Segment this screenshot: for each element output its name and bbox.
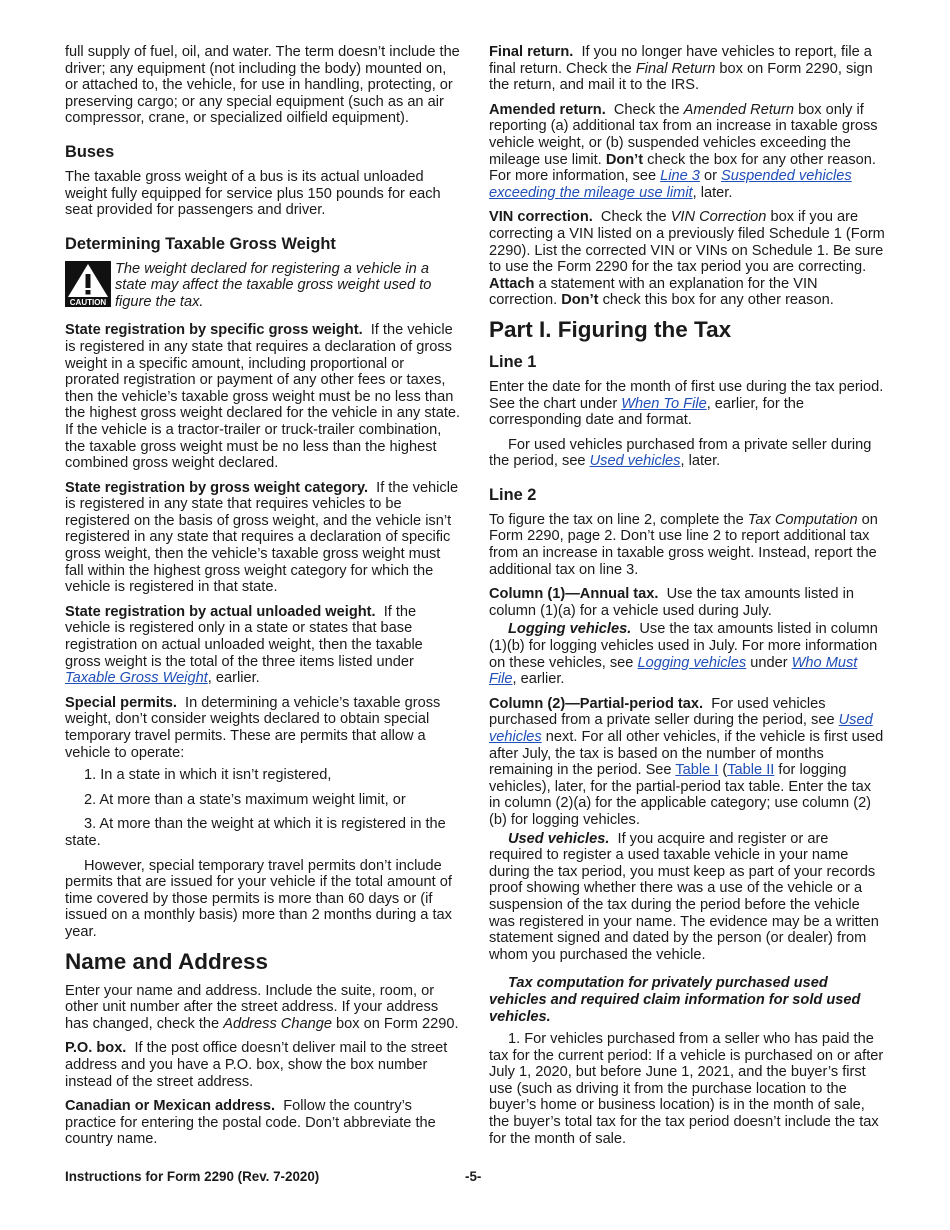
line2-paragraph: To figure the tax on line 2, complete the Tax Computation on Form 2290, page 2. Don’t use line 2 to report additional tax from an increase in taxable gross weight. Instead, report the additional tax on line 3. — [489, 511, 878, 578]
who-must-file-link[interactable]: Who Must File — [489, 654, 858, 688]
specific-weight-paragraph: State registration by specific gross weight. If the vehicle is registered in any state that requires a declaration of gross weight in a specific amount, including proportional or prorated registration or payment of any other fees or taxes, then the vehicle’s taxable gross weight must be no less than the highest gross weight declared for the vehicle in any state. If the vehicle is a tractor-trailer or truck-trailer combination, the taxable gross weight must be no less than the highest combined gross weight declared. — [65, 322, 461, 472]
page-number: -5- — [465, 1169, 482, 1184]
unloaded-weight-lead: State registration by actual unloaded weight. — [65, 603, 376, 620]
table-ii-link[interactable]: Table II — [727, 762, 775, 779]
when-to-file-link[interactable]: When To File — [621, 395, 707, 412]
po-box-lead: P.O. box. — [65, 1040, 127, 1057]
suspended-vehicles-link[interactable]: Suspended vehicles exceeding the mileage use limit — [489, 168, 852, 201]
vin-correction-lead: VIN correction. — [489, 209, 593, 226]
foreign-address-paragraph: Canadian or Mexican address. Follow the country’s practice for entering the postal code. Don’t abbreviate the country name. — [65, 1098, 436, 1148]
logging-vehicles-link[interactable]: Logging vehicles — [637, 654, 747, 671]
right-column — [489, 44, 885, 1155]
line1-used-paragraph: For used vehicles purchased from a private seller during the period, see Used vehicles, later. — [489, 436, 872, 470]
column1-paragraph: Column (1)—Annual tax. Use the tax amounts listed in column (1)(a) for a vehicle used during July. — [489, 586, 854, 619]
name-address-heading: Name and Address — [65, 948, 268, 974]
caution-triangle-icon — [65, 261, 111, 307]
unloaded-weight-paragraph: State registration by actual unloaded weight. If the vehicle is registered only in a state or states that base registration on actual unloaded weight, then the taxable gross weight is the total of the three items listed under Taxable Gross Weight, earlier. — [65, 603, 423, 687]
permits-however-paragraph: However, special temporary travel permits don’t include permits that are issued for your vehicle if the total amount of time covered by those permits is more than 60 days or (if issued on a monthly basis) more than 2 months during a tax year. — [65, 857, 452, 940]
list-item: 2. At more than a state’s maximum weight limit, or — [84, 791, 406, 808]
caution-note — [65, 261, 461, 312]
amended-return-lead: Amended return. — [489, 101, 606, 118]
taxable-gross-weight-link[interactable]: Taxable Gross Weight — [65, 670, 208, 687]
special-permits-lead: Special permits. — [65, 694, 177, 711]
tax-computation-heading: Tax computation for privately purchased used vehicles and required claim information for sold used vehicles. — [489, 975, 861, 1025]
list-item: 1. In a state in which it isn’t registered, — [84, 767, 332, 784]
used-vehicles-paragraph: Used vehicles. If you acquire and register or are required to register a used taxable vehicle in your name during the tax period, you must keep as part of your records proof showing whether there was a use of the vehicle or a suspension of the tax during the period before the vehicle was registered in your name. The evidence may be a written statement signed and dated by the person (or dealer) from whom you purchased the vehicle. — [489, 830, 879, 963]
line1-heading: Line 1 — [489, 352, 537, 371]
line1-paragraph: Enter the date for the month of first use during the tax period. See the chart under When To File, earlier, for the corresponding date and format. — [489, 378, 884, 429]
left-column — [65, 44, 461, 1156]
footer-title: Instructions for Form 2290 (Rev. 7-2020) — [65, 1169, 320, 1184]
specific-weight-lead: State registration by specific gross weight. — [65, 322, 363, 339]
amended-return-paragraph: Amended return. Check the Amended Return box only if reporting (a) additional tax from an increase in taxable gross vehicle weight, or (b) suspended vehicles exceeding the mileage use limit. Don’t check the box for any other reason. For more information, see Line 3 or Suspended vehicles exceeding the mileage use limit, later. — [489, 101, 878, 201]
buses-paragraph: The taxable gross weight of a bus is its actual unloaded weight fully equipped for service plus 150 pounds for each seat provided for passengers and driver. — [65, 168, 441, 219]
name-address-paragraph: Enter your name and address. Include the suite, room, or other unit number after the street address. If your address has changed, check the Address Change box on Form 2290. — [65, 982, 459, 1032]
intro-paragraph: full supply of fuel, oil, and water. The term doesn’t include the driver; any equipment (not including the body) mounted on, or attached to, the vehicle, for use in handling, protecting, or preserving cargo; or any special equipment (such as an air compressor, crane, or specialized oilfield equipment). — [65, 44, 460, 127]
logging-vehicles-lead: Logging vehicles. — [508, 621, 632, 638]
column2-paragraph: Column (2)—Partial-period tax. For used vehicles purchased from a private seller during the period, see Used vehicles next. For all other vehicles, if the vehicle is first used after July, the tax is based on the number of months remaining in the period. See Table I (Table II for logging vehicles), later, for the partial-period tax table. Enter the tax in column (2)(a) for the applicable category; use column (2)(b) for logging vehicles. — [489, 695, 884, 828]
vin-correction-paragraph: VIN correction. Check the VIN Correction box if you are correcting a VIN listed on a previously filed Schedule 1 (Form 2290). List the corrected VIN or VINs on Schedule 1. Be sure to use the Form 2290 for the tax period you are correcting. Attach a statement with an explanation for the VIN correction. Don’t check this box for any other reason. — [489, 209, 885, 309]
line2-heading: Line 2 — [489, 485, 537, 504]
used-vehicles-link[interactable]: Used vehicles — [589, 453, 681, 470]
part1-heading: Part I. Figuring the Tax — [489, 316, 732, 342]
caution-icon — [65, 261, 111, 312]
final-return-paragraph: Final return. If you no longer have vehicles to report, file a final return. Check the Final Return box on Form 2290, sign the return, and mail it to the IRS. — [489, 44, 873, 94]
weight-category-lead: State registration by gross weight category. — [65, 479, 369, 496]
po-box-paragraph: P.O. box. If the post office doesn’t deliver mail to the street address and you have a P.O. box, show the box number instead of the street address. — [65, 1040, 448, 1090]
tax-computation-item: 1. For vehicles purchased from a seller who has paid the tax for the current period: If a vehicle is purchased on or after July 1, 2020, but before June 1, 2021, and the buyer’s first use (such as driving it from the purchase location to the buyer’s home or business location) is in the month of sale, the buyer’s total tax for the tax period doesn’t include the tax for the month of sale. — [489, 1031, 884, 1147]
column1-lead: Column (1)—Annual tax. — [489, 586, 659, 603]
logging-vehicles-paragraph: Logging vehicles. Use the tax amounts listed in column (1)(b) for logging vehicles used in July. For more information on these vehicles, see Logging vehicles under Who Must File, earlier. — [489, 621, 878, 688]
line-3-link[interactable]: Line 3 — [660, 168, 700, 185]
caution-text: The weight declared for registering a vehicle in a state may affect the taxable gross weight used to figure the tax. — [115, 260, 432, 310]
list-item: 3. At more than the weight at which it is registered in the state. — [65, 816, 446, 849]
column2-lead: Column (2)—Partial-period tax. — [489, 695, 704, 712]
final-return-lead: Final return. — [489, 44, 574, 60]
buses-heading: Buses — [65, 142, 115, 161]
foreign-address-lead: Canadian or Mexican address. — [65, 1098, 276, 1115]
weight-category-paragraph: State registration by gross weight category. If the vehicle is registered in any state that requires vehicles to be registered on the basis of gross weight, and the vehicle isn’t registered in any state that requires a declaration of specific gross weight, then the vehicle’s taxable gross weight must fall within the highest gross weight category for which the vehicle is registered in that state. — [65, 479, 459, 596]
determining-weight-heading: Determining Taxable Gross Weight — [65, 234, 336, 253]
special-permits-paragraph: Special permits. In determining a vehicle’s taxable gross weight, don’t consider weights declared to obtain special temporary travel permits. These are permits that allow a vehicle to operate: — [65, 694, 441, 761]
table-i-link[interactable]: Table I — [675, 762, 719, 779]
page-footer — [65, 1169, 885, 1186]
caution-label: CAUTION — [69, 297, 107, 307]
used-vehicles-lead: Used vehicles. — [508, 830, 610, 847]
used-vehicles-link[interactable]: Used vehicles — [489, 712, 873, 745]
